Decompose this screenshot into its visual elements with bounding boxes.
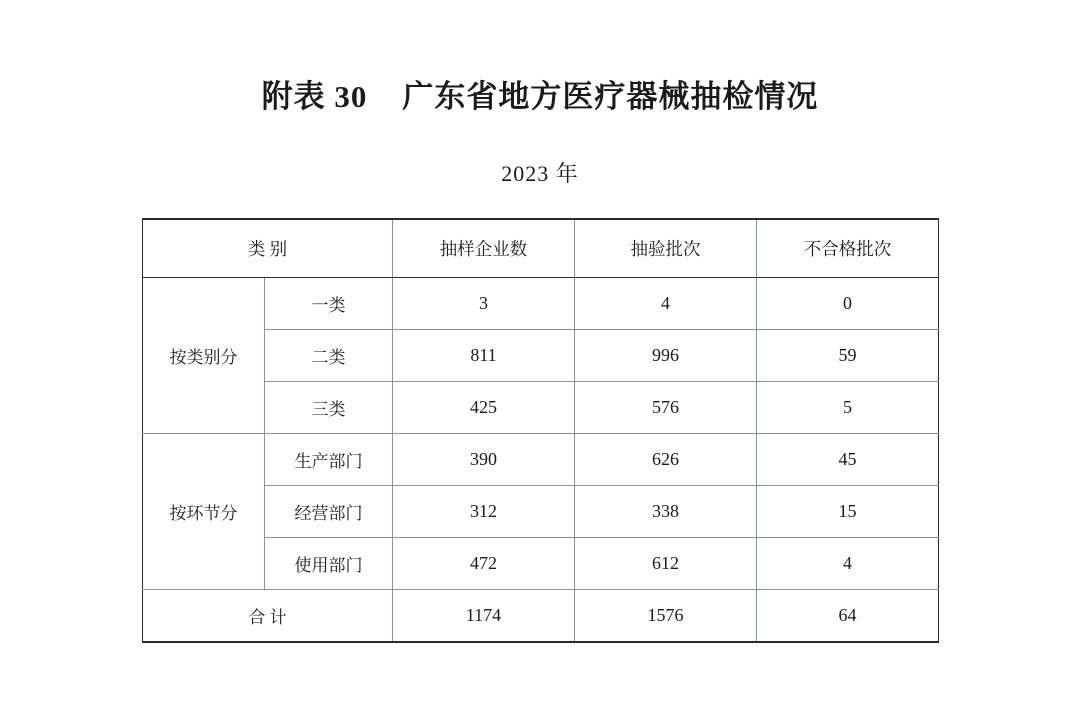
row-label: 经营部门 xyxy=(265,486,393,538)
row-label: 一类 xyxy=(265,278,393,330)
table-body xyxy=(143,278,939,643)
statistics-table xyxy=(142,218,939,643)
row-label: 三类 xyxy=(265,382,393,434)
table-header-row xyxy=(143,219,939,278)
cell-enterprises: 425 xyxy=(393,382,575,434)
column-header-unqualified: 不合格批次 xyxy=(757,219,939,278)
page-title: 附表 30 广东省地方医疗器械抽检情况 xyxy=(261,79,819,114)
cell-unqualified: 5 xyxy=(757,382,939,434)
group-label-by-category: 按类别分 xyxy=(143,278,265,434)
row-label: 二类 xyxy=(265,330,393,382)
total-unqualified: 64 xyxy=(757,590,939,643)
cell-batches: 626 xyxy=(575,434,757,486)
table-header xyxy=(143,219,939,278)
page-subtitle: 2023 年 xyxy=(501,161,579,187)
total-label: 合 计 xyxy=(143,590,393,643)
cell-enterprises: 472 xyxy=(393,538,575,590)
total-enterprises: 1174 xyxy=(393,590,575,643)
total-batches: 1576 xyxy=(575,590,757,643)
row-label: 使用部门 xyxy=(265,538,393,590)
cell-unqualified: 15 xyxy=(757,486,939,538)
cell-batches: 996 xyxy=(575,330,757,382)
table-row xyxy=(143,278,939,330)
column-header-category: 类 别 xyxy=(143,219,393,278)
cell-enterprises: 390 xyxy=(393,434,575,486)
cell-batches: 576 xyxy=(575,382,757,434)
group-label-by-stage: 按环节分 xyxy=(143,434,265,590)
cell-unqualified: 59 xyxy=(757,330,939,382)
cell-unqualified: 0 xyxy=(757,278,939,330)
cell-unqualified: 4 xyxy=(757,538,939,590)
cell-batches: 612 xyxy=(575,538,757,590)
cell-enterprises: 3 xyxy=(393,278,575,330)
column-header-batches: 抽验批次 xyxy=(575,219,757,278)
cell-unqualified: 45 xyxy=(757,434,939,486)
table-row-total xyxy=(143,590,939,643)
cell-batches: 4 xyxy=(575,278,757,330)
cell-enterprises: 811 xyxy=(393,330,575,382)
column-header-enterprises: 抽样企业数 xyxy=(393,219,575,278)
table-row xyxy=(143,434,939,486)
statistics-table-container xyxy=(142,218,938,643)
row-label: 生产部门 xyxy=(265,434,393,486)
cell-enterprises: 312 xyxy=(393,486,575,538)
cell-batches: 338 xyxy=(575,486,757,538)
